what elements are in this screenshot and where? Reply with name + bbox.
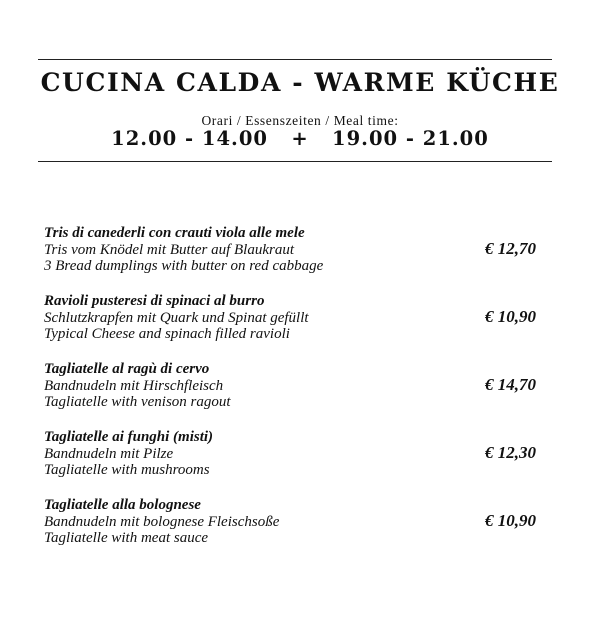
dish-name-english: Typical Cheese and spinach filled ravioli <box>44 326 290 342</box>
dish-name-german: Bandnudeln mit Pilze <box>44 445 174 462</box>
dish-name-english: Tagliatelle with meat sauce <box>44 530 209 546</box>
dish-name-german: Bandnudeln mit Hirschfleisch <box>44 377 224 394</box>
meal-time-label: Orari / Essenszeiten / Meal time: <box>201 113 399 128</box>
dish-item <box>44 225 544 293</box>
dish-name-german: Tris vom Knödel mit Butter auf Blaukraut <box>44 241 294 258</box>
dish-list <box>44 225 544 565</box>
dish-name-english: Tagliatelle with mushrooms <box>44 462 210 478</box>
dish-item <box>44 429 544 497</box>
dish-name-english: 3 Bread dumplings with butter on red cabbage <box>44 258 324 274</box>
dish-price: € 14,70 <box>485 375 536 394</box>
dish-item <box>44 293 544 361</box>
dish-price: € 10,90 <box>485 307 536 326</box>
dish-name-italian: Tagliatelle alla bolognese <box>44 497 201 513</box>
dish-name-german: Bandnudeln mit bolognese Fleischsoße <box>44 513 280 530</box>
dish-price: € 12,30 <box>485 443 536 462</box>
dish-price: € 12,70 <box>485 239 536 258</box>
meal-time-hours: 12.00 - 14.00 + 19.00 - 21.00 <box>111 127 489 150</box>
dish-name-italian: Tagliatelle al ragù di cervo <box>44 361 210 377</box>
dish-item <box>44 361 544 429</box>
dish-name-english: Tagliatelle with venison ragout <box>44 394 231 410</box>
dish-item <box>44 497 544 565</box>
menu-title: CUCINA CALDA - WARME KÜCHE <box>40 68 560 97</box>
dish-name-italian: Tagliatelle ai funghi (misti) <box>44 429 214 445</box>
bottom-divider <box>38 161 552 162</box>
dish-name-german: Schlutzkrapfen mit Quark und Spinat gefüllt <box>44 309 309 326</box>
dish-price: € 10,90 <box>485 511 536 530</box>
dish-name-italian: Ravioli pusteresi di spinaci al burro <box>44 293 265 309</box>
top-divider <box>38 59 552 60</box>
dish-name-italian: Tris di canederli con crauti viola alle mele <box>44 225 305 241</box>
